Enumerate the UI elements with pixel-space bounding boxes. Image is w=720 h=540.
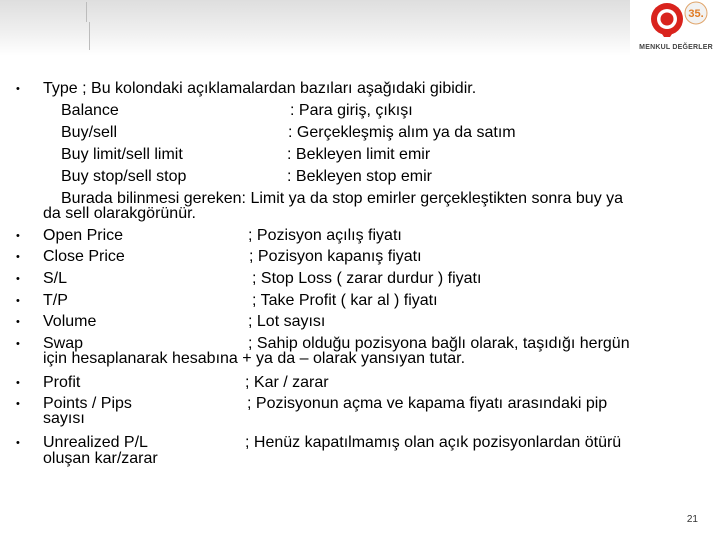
field-desc-continued: sayısı (43, 410, 85, 427)
type-term: Buy limit/sell limit (61, 146, 183, 163)
field-desc: ; Stop Loss ( zarar durdur ) fiyatı (252, 270, 482, 287)
logo-caption: MENKUL DEĞERLER (639, 44, 713, 51)
field-desc: ; Lot sayısı (248, 313, 326, 330)
company-logo (636, 0, 716, 56)
field-term: Unrealized P/L (43, 434, 148, 451)
field-desc-continued: için hesaplanarak hesabına + ya da – olarak yansıyan tutar. (43, 350, 466, 367)
type-desc: : Gerçekleşmiş alım ya da satım (288, 124, 516, 141)
bullet-dot-icon: • (16, 437, 20, 449)
field-desc: ; Kar / zarar (245, 374, 329, 391)
type-desc: : Bekleyen stop emir (287, 168, 432, 185)
bullet-dot-icon: • (16, 230, 20, 242)
logo-emblem-icon (636, 0, 716, 44)
type-note-continued: da sell olarakgörünür. (43, 205, 196, 222)
field-desc: ; Pozisyon kapanış fiyatı (249, 248, 422, 265)
field-desc: ; Pozisyon açılış fiyatı (248, 227, 402, 244)
header-divider (86, 2, 87, 22)
field-desc: ; Henüz kapatılmamış olan açık pozisyonlardan ötürü (245, 434, 622, 451)
bullet-dot-icon: • (16, 273, 20, 285)
page-number: 21 (686, 514, 698, 525)
field-term: Swap (43, 335, 84, 352)
header-divider (89, 22, 90, 50)
type-note: Burada bilinmesi gereken: Limit ya da stop emirler gerçekleştikten sonra buy ya (61, 190, 624, 207)
bullet-dot-icon: • (16, 377, 20, 389)
field-term: Volume (43, 313, 97, 330)
logo-badge-text: 35. (688, 8, 704, 20)
field-term: Points / Pips (43, 395, 132, 412)
type-desc: : Bekleyen limit emir (287, 146, 431, 163)
field-term: S/L (43, 270, 68, 287)
field-term: Profit (43, 374, 81, 391)
field-term: Open Price (43, 227, 124, 244)
type-term: Buy/sell (61, 124, 118, 141)
field-desc: ; Take Profit ( kar al ) fiyatı (252, 292, 438, 309)
type-term: Balance (61, 102, 119, 119)
header-band (0, 0, 630, 56)
bullet-dot-icon: • (16, 398, 20, 410)
type-desc: : Para giriş, çıkışı (290, 102, 413, 119)
type-term: Buy stop/sell stop (61, 168, 187, 185)
field-desc: ; Sahip olduğu pozisyona bağlı olarak, taşıdığı hergün (248, 335, 630, 352)
bullet-dot-icon: • (16, 295, 20, 307)
field-desc-continued: oluşan kar/zarar (43, 450, 158, 467)
bullet-dot-icon: • (16, 83, 20, 95)
type-intro-line: Type ; Bu kolondaki açıklamalardan bazıları aşağıdaki gibidir. (43, 80, 477, 97)
bullet-dot-icon: • (16, 338, 20, 350)
field-term: Close Price (43, 248, 125, 265)
field-desc: ; Pozisyonun açma ve kapama fiyatı arasındaki pip (247, 395, 608, 412)
bullet-dot-icon: • (16, 251, 20, 263)
bullet-dot-icon: • (16, 316, 20, 328)
field-term: T/P (43, 292, 68, 309)
